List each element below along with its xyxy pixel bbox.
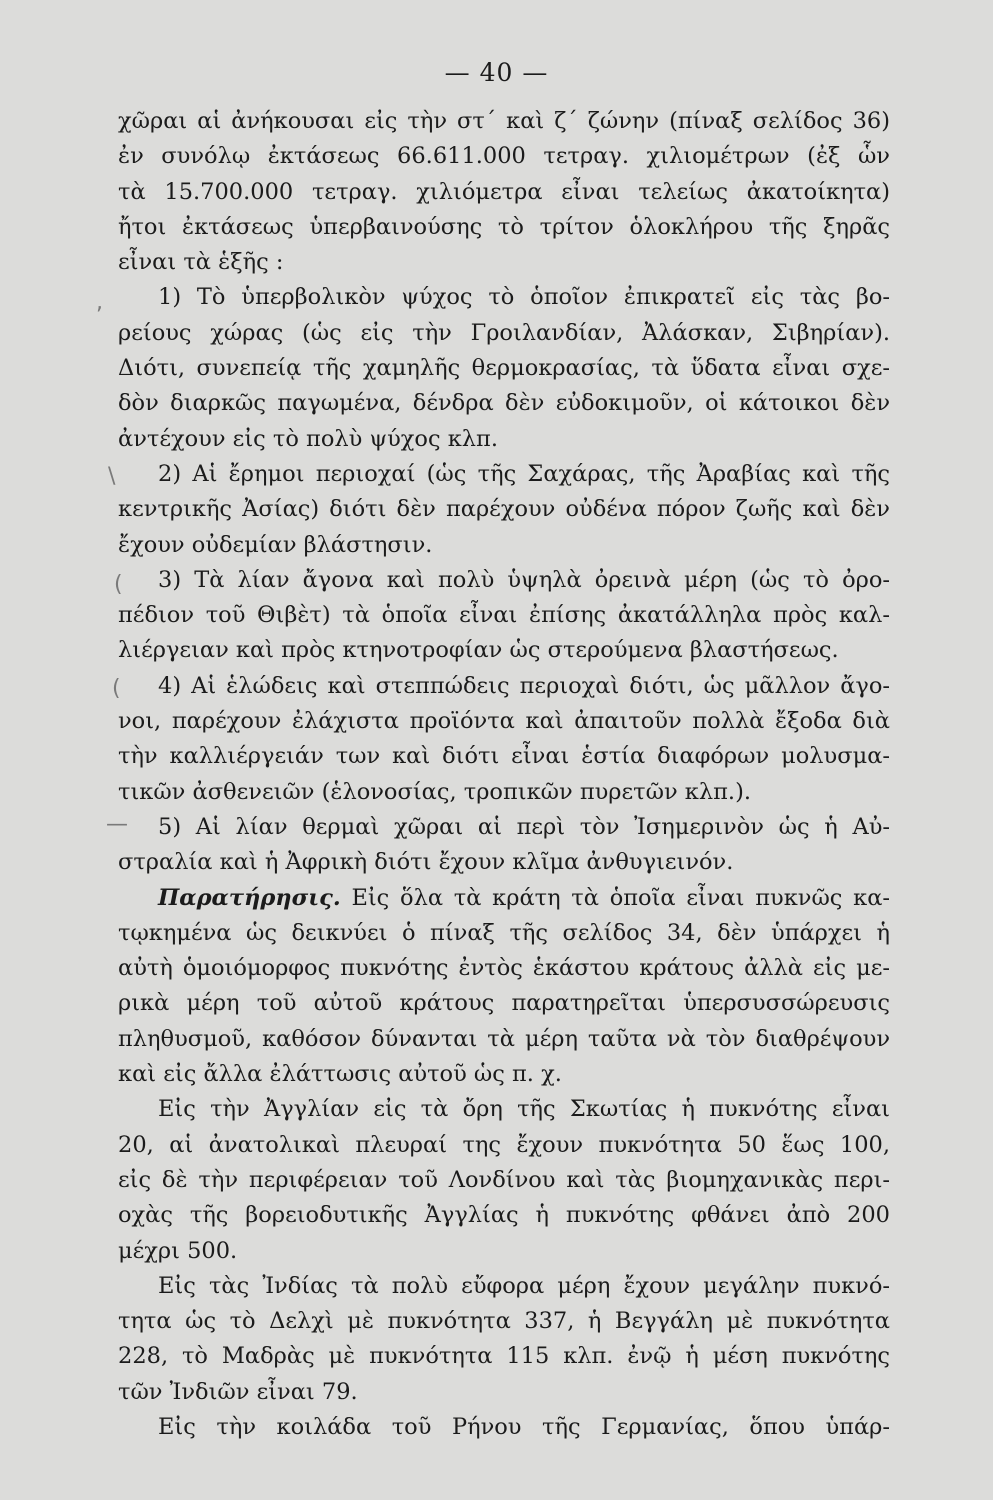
text-line — [118, 1304, 890, 1339]
text-line — [118, 986, 890, 1021]
text-line — [118, 916, 890, 951]
text-line — [118, 1163, 890, 1198]
line-text: ρικὰ μέρη τοῦ αὐτοῦ κράτους παρατηρεῖται ὑπερσυσσώρευσις — [118, 990, 890, 1017]
text-line — [118, 104, 890, 139]
line-text: εἶναι τὰ ἑξῆς : — [118, 249, 284, 276]
line-text: ἐν συνόλῳ ἐκτάσεως 66.611.000 τετραγ. χιλιομέτρων (ἐξ ὧν — [118, 143, 890, 170]
text-line — [118, 457, 890, 492]
line-text: λιέργειαν καὶ πρὸς κτηνοτροφίαν ὡς στερούμενα βλαστήσεως. — [118, 637, 839, 664]
line-text: χῶραι αἱ ἀνήκουσαι εἰς τὴν στ΄ καὶ ζ΄ ζώνην (πίναξ σελίδος 36) — [118, 108, 890, 134]
text-line — [118, 1339, 890, 1374]
text-line — [118, 245, 890, 280]
text-line — [118, 633, 890, 668]
text-line — [118, 210, 890, 245]
line-text: οχὰς τῆς βορειοδυτικῆς Ἀγγλίας ἡ πυκνότης φθάνει ἀπὸ 200 — [118, 1202, 890, 1229]
line-text: Εἰς τὴν Ἀγγλίαν εἰς τὰ ὄρη τῆς Σκωτίας ἡ πυκνότης εἶναι — [158, 1096, 890, 1123]
text-line — [118, 175, 890, 210]
text-line — [118, 669, 890, 704]
line-text: καὶ εἰς ἄλλα ἐλάττωσις αὐτοῦ ὡς π. χ. — [118, 1061, 562, 1088]
text-line — [118, 1410, 890, 1445]
text-line — [118, 1057, 890, 1092]
line-text: ἤτοι ἐκτάσεως ὑπερβαινούσης τὸ τρίτον ὁλοκλήρου τῆς ξηρᾶς — [118, 213, 890, 240]
line-text: ρείους χώρας (ὡς εἰς τὴν Γροιλανδίαν, Ἀλάσκαν, Σιβηρίαν). — [118, 319, 890, 346]
text-line — [118, 1234, 890, 1269]
line-text: Εἰς τὴν κοιλάδα τοῦ Ρήνου τῆς Γερμανίας, ὅπου ὑπάρ- — [158, 1413, 890, 1440]
margin-pencil-mark: ( — [112, 676, 121, 701]
line-text: 1) Τὸ ὑπερβολικὸν ψύχος τὸ ὁποῖον ἐπικρατεῖ εἰς τὰς βο- — [158, 284, 890, 311]
line-text: τικῶν ἀσθενειῶν (ἑλονοσίας, τροπικῶν πυρετῶν κλπ.). — [118, 778, 751, 805]
text-line — [118, 1022, 890, 1057]
text-line — [118, 1269, 890, 1304]
line-text: κεντρικῆς Ἀσίας) διότι δὲν παρέχουν οὐδένα πόρον ζωῆς καὶ δὲν — [118, 496, 890, 523]
line-text: τὴν καλλιέργειάν των καὶ διότι εἶναι ἑστία διαφόρων μολυσμα- — [118, 743, 890, 770]
line-text: μέχρι 500. — [118, 1237, 238, 1264]
line-text: εἰς δὲ τὴν περιφέρειαν τοῦ Λονδίνου καὶ τὰς βιομηχανικὰς περι- — [118, 1166, 890, 1193]
line-text: τῳκημένα ὡς δεικνύει ὁ πίναξ τῆς σελίδος 34, δὲν ὑπάρχει ἡ — [118, 919, 890, 946]
text-line — [118, 1092, 890, 1127]
line-text: νοι, παρέχουν ἐλάχιστα προϊόντα καὶ ἀπαιτοῦν πολλὰ ἔξοδα διὰ — [118, 708, 890, 735]
line-text: τὰ 15.700.000 τετραγ. χιλιόμετρα εἶναι τελείως ἀκατοίκητα) — [118, 178, 890, 205]
line-text: Διότι, συνεπείᾳ τῆς χαμηλῆς θερμοκρασίας, τὰ ὕδατα εἶναι σχε- — [118, 355, 890, 382]
text-line — [118, 704, 890, 739]
margin-pencil-mark: — — [106, 812, 128, 837]
text-line — [118, 598, 890, 633]
text-line — [118, 563, 890, 598]
line-text: τῶν Ἰνδιῶν εἶναι 79. — [118, 1378, 358, 1405]
line-text: 5) Αἱ λίαν θερμαὶ χῶραι αἱ περὶ τὸν Ἰσημερινὸν ὡς ἡ Αὐ- — [158, 813, 890, 840]
text-line — [118, 845, 890, 880]
line-text: 4) Αἱ ἑλώδεις καὶ στεππώδεις περιοχαὶ διότι, ὡς μᾶλλον ἄγο- — [158, 672, 890, 699]
line-text: αὐτὴ ὁμοιόμορφος πυκνότης ἐντὸς ἑκάστου κράτους ἀλλὰ εἰς με- — [118, 955, 890, 982]
text-line — [118, 316, 890, 351]
text-line — [118, 881, 890, 916]
text-line — [118, 810, 890, 845]
text-line — [118, 739, 890, 774]
text-line — [118, 1198, 890, 1233]
text-line — [118, 1375, 890, 1410]
line-text: τητα ὡς τὸ Δελχὶ μὲ πυκνότητα 337, ἡ Βεγγάλη μὲ πυκνότητα — [118, 1308, 890, 1335]
text-line — [118, 528, 890, 563]
line-text: πέδιον τοῦ Θιβὲτ) τὰ ὁποῖα εἶναι ἐπίσης ἀκατάλληλα πρὸς καλ- — [118, 602, 890, 629]
line-text: Εἰς ὅλα τὰ κράτη τὰ ὁποῖα εἶναι πυκνῶς κα- — [351, 884, 890, 911]
line-text: ἀντέχουν εἰς τὸ πολὺ ψύχος κλπ. — [118, 425, 498, 452]
text-line — [118, 1128, 890, 1163]
line-text: 2) Αἱ ἔρημοι περιοχαί (ὡς τῆς Σαχάρας, τῆς Ἀραβίας καὶ τῆς — [158, 460, 890, 487]
line-text: στραλία καὶ ἡ Ἀφρικὴ διότι ἔχουν κλῖμα ἀνθυγιεινόν. — [118, 849, 734, 876]
text-line — [118, 280, 890, 315]
body-text — [118, 104, 890, 1445]
text-line — [118, 422, 890, 457]
line-text: 3) Τὰ λίαν ἄγονα καὶ πολὺ ὑψηλὰ ὀρεινὰ μέρη (ὡς τὸ ὀρο- — [158, 566, 890, 593]
page-number: — 40 — — [444, 58, 549, 87]
margin-pencil-mark: ( — [114, 572, 123, 597]
line-text: Εἰς τὰς Ἰνδίας τὰ πολὺ εὔφορα μέρη ἔχουν μεγάλην πυκνό- — [158, 1272, 890, 1299]
text-line — [118, 351, 890, 386]
margin-pencil-mark: , — [96, 290, 103, 315]
line-text: δὸν διαρκῶς παγωμένα, δένδρα δὲν εὐδοκιμοῦν, οἱ κάτοικοι δὲν — [118, 390, 890, 417]
line-text: 228, τὸ Μαδρὰς μὲ πυκνότητα 115 κλπ. ἐνῷ ἡ μέση πυκνότης — [118, 1343, 890, 1370]
text-line — [118, 951, 890, 986]
line-text: 20, αἱ ἀνατολικαὶ πλευραί της ἔχουν πυκνότητα 50 ἕως 100, — [118, 1131, 890, 1158]
text-line — [118, 139, 890, 174]
margin-pencil-mark: \ — [108, 464, 116, 489]
remark-heading: Παρατήρησις. — [158, 884, 341, 911]
line-text: ἔχουν οὐδεμίαν βλάστησιν. — [118, 531, 433, 558]
line-text: πληθυσμοῦ, καθόσον δύνανται τὰ μέρη ταῦτα νὰ τὸν διαθρέψουν — [118, 1025, 890, 1052]
text-line — [118, 386, 890, 421]
text-line — [118, 492, 890, 527]
text-line — [118, 775, 890, 810]
